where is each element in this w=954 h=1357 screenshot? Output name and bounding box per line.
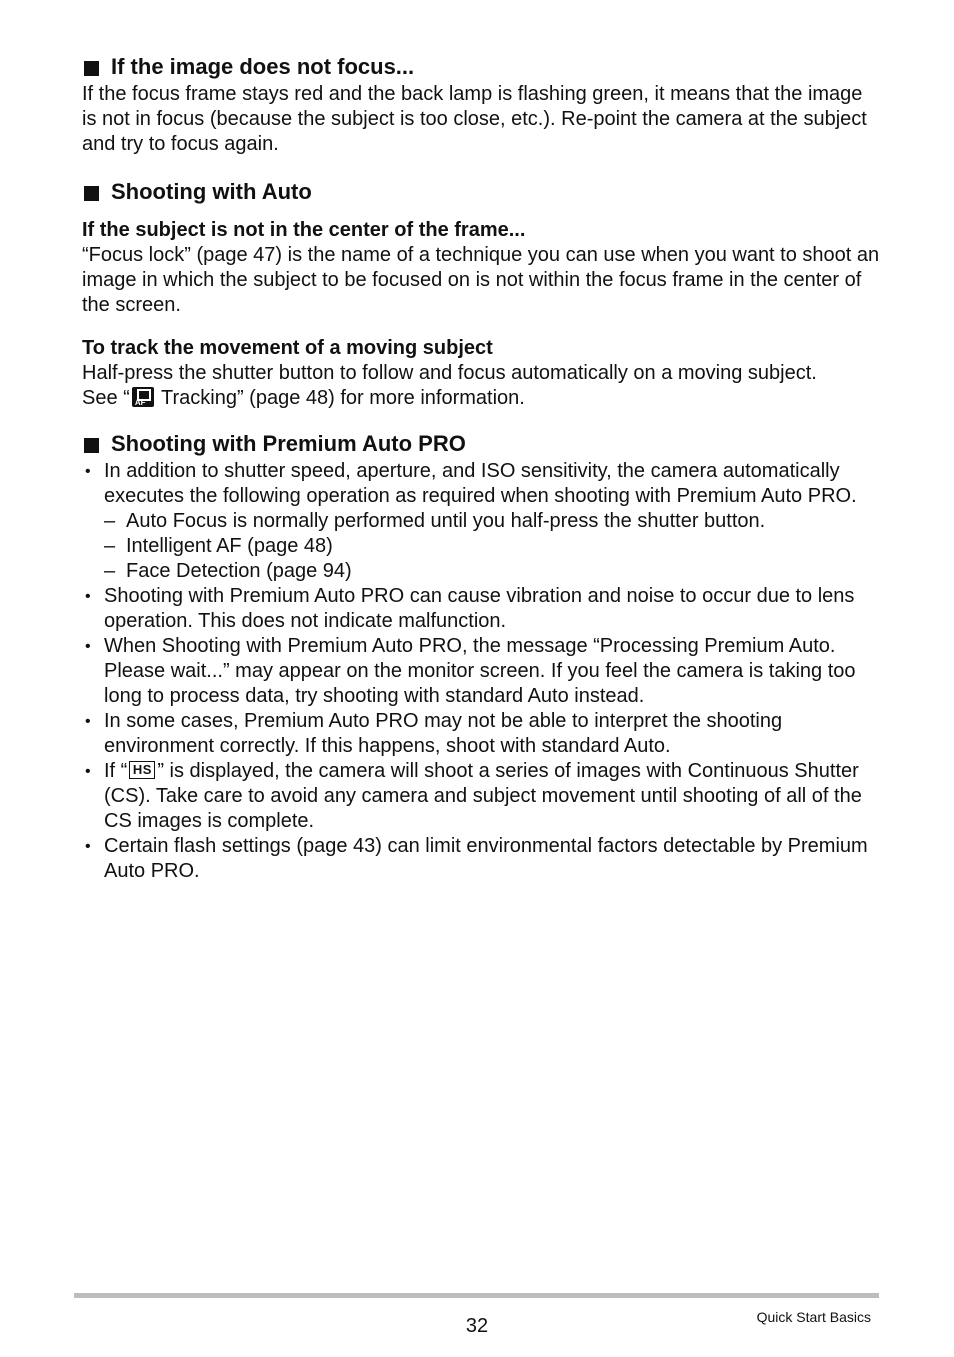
hs-icon-label: HS [132,762,152,777]
tracking-af-icon: AF [132,387,154,407]
list-item [82,459,882,584]
track-body-line1: Half-press the shutter button to follow and focus automatically on a moving subject. [82,362,817,384]
center-body: “Focus lock” (page 47) is the name of a technique you can use when you want to shoot an image in which the subject to be focused on is not within the focus frame in the center of the screen. [82,244,880,316]
list-item [82,759,882,834]
track-line2-pre: See “ [82,387,130,409]
list-item: • Shooting with Premium Auto PRO can cause vibration and noise to occur due to lens operation. This does not indicate malfunction. [82,584,882,634]
heading-premium-text: Shooting with Premium Auto PRO [111,431,466,456]
heading-premium [82,429,882,459]
square-bullet-icon [84,186,99,201]
heading-auto [82,177,882,207]
list-item: • In some cases, Premium Auto PRO may not be able to interpret the shooting environment correctly. If this happens, shoot with standard Auto. [82,709,882,759]
list-item: • Certain flash settings (page 43) can limit environmental factors detectable by Premium Auto PRO. [82,834,882,884]
bullet-text-pre: If “ [104,760,128,782]
dash-list [104,509,882,584]
track-line2-post: Tracking” (page 48) for more information. [155,387,525,409]
footer-divider [74,1293,879,1298]
page-number: 32 [465,1315,489,1337]
hs-icon [129,761,155,779]
premium-bullet-list [82,459,882,884]
square-bullet-icon [84,61,99,76]
subheading-center: If the subject is not in the center of the frame... [82,219,526,241]
track-body-line2 [82,386,882,411]
list-item: • When Shooting with Premium Auto PRO, the message “Processing Premium Auto. Please wait...” may appear on the monitor screen. If you feel the camera is taking too long to process data, try shooting with standard Auto instead. [82,634,882,709]
subheading-track: To track the movement of a moving subject [82,337,493,359]
page-content [82,52,882,884]
heading-auto-text: Shooting with Auto [111,179,312,204]
dash-item: – Face Detection (page 94) [104,559,882,584]
bullet-text: In addition to shutter speed, aperture, and ISO sensitivity, the camera automatically executes the following operation as required when shooting with Premium Auto PRO. [104,460,857,507]
footer-section-name: Quick Start Basics [756,1309,871,1325]
bullet-text-post: ” is displayed, the camera will shoot a series of images with Continuous Shutter (CS). Take care to avoid any camera and subject movement until shooting of all of the CS images is complete. [104,760,862,832]
focus-body: If the focus frame stays red and the back lamp is flashing green, it means that the image is not in focus (because the subject is too close, etc.). Re-point the camera at the subject and try to focus again. [82,83,867,155]
square-bullet-icon [84,438,99,453]
dash-item: – Auto Focus is normally performed until you half-press the shutter button. [104,509,882,534]
heading-focus [82,52,882,82]
dash-item: – Intelligent AF (page 48) [104,534,882,559]
heading-focus-text: If the image does not focus... [111,54,415,79]
